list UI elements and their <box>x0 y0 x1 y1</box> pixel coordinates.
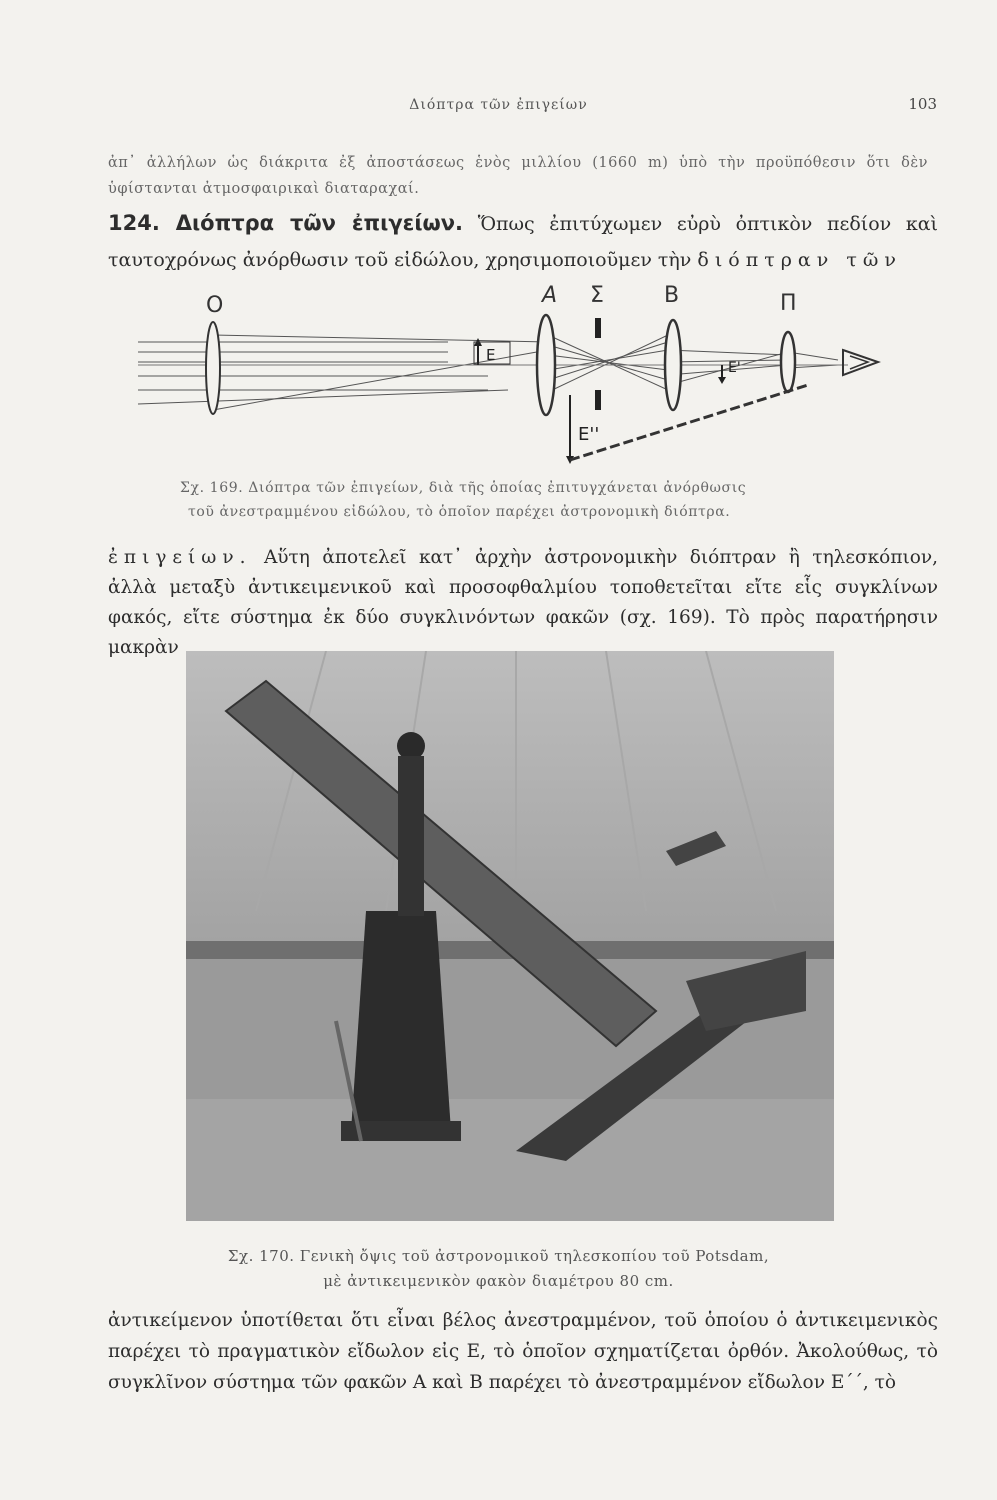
label-e1: E' <box>728 360 741 376</box>
paragraph-3 <box>108 1305 938 1398</box>
label-b: B <box>664 283 680 308</box>
label-e2: E'' <box>578 424 600 445</box>
ray <box>213 335 548 342</box>
label-pi: Π <box>780 291 797 316</box>
ray <box>213 350 548 410</box>
figure-170-caption <box>0 1244 997 1294</box>
ray <box>668 350 788 355</box>
potsdam-telescope-photo <box>186 651 834 1221</box>
paragraph-2 <box>108 543 938 663</box>
lens-a <box>537 315 555 415</box>
paragraph-2-spaced-word: ἐπιγείων. <box>108 547 252 568</box>
terrestrial-telescope-diagram <box>108 280 908 480</box>
photo-illustration <box>186 651 834 1221</box>
page-number: 103 <box>908 95 937 113</box>
figure-170-caption-line1: Σχ. 170. Γενικὴ ὄψις τοῦ ἀστρονομικοῦ τηλεσκοπίου τοῦ Potsdam, <box>227 1247 770 1265</box>
label-a: A <box>542 283 558 308</box>
section-text: Ὅπως ἐπιτύχωμεν εὐρὺ ὀπτικὸν πεδίον καὶ ταυτοχρόνως ἀνόρθωσιν τοῦ εἰδώλου, χρησιμοποιοῦμεν τὴν <box>108 213 938 271</box>
paragraph-3-text: ἀντικείμενον ὑποτίθεται ὅτι εἶναι βέλος ἀνεστραμμένον, τοῦ ὁποίου ὁ ἀντικειμενικὸς παρέχει τὸ πραγματικὸν εἴδωλον εἰς Ε, τὸ ὁποῖον σχηματίζεται ὀρθόν. Ἀκολούθως, τὸ συγκλῖνον σύστημα τῶν φακῶν Α καὶ Β παρέχει τὸ ἀνεστραμμένον εἴδωλον Ε΄΄, τὸ <box>108 1310 938 1393</box>
image-e1-arrowhead <box>718 377 726 384</box>
intro-paragraph <box>108 150 928 202</box>
running-head: Διόπτρα τῶν ἐπιγείων <box>409 97 588 113</box>
figure-169-caption-line1: Σχ. 169. Διόπτρα τῶν ἐπιγείων, διὰ τῆς ὁποίας ἐπιτυγχάνεται ἀνόρθωσις <box>180 480 747 496</box>
lens-b <box>665 320 681 410</box>
eyepiece-lens <box>781 332 795 392</box>
paragraph-2-body: Αὕτη ἀποτελεῖ κατ᾽ ἀρχὴν ἀστρονομικὴν διόπτραν ἢ τηλεσκόπιον, ἀλλὰ μεταξὺ ἀντικειμενικοῦ καὶ προσοφθαλμίου τοποθετεῖται εἴτε εἷς συγκλίνων φακός, εἴτε σύστημα ἐκ δύο συγκλινόντων φακῶν (σχ. 169). Τὸ πρὸς παρατήρησιν μακρὰν <box>108 547 938 658</box>
telescope-pier <box>351 911 451 1131</box>
section-spaced-text: διόπτραν τῶν <box>697 249 902 271</box>
intro-text: ἀπ᾽ ἀλλήλων ὡς διάκριτα ἐξ ἀποστάσεως ἑνὸς μιλλίου (1660 m) ὑπὸ τὴν προϋπόθεσιν ὅτι δὲν ὑφίστανται ἀτμοσφαιρικαὶ διαταραχαί. <box>108 155 928 197</box>
figure-169-caption <box>180 476 850 524</box>
section-heading: 124. Διόπτρα τῶν ἐπιγείων. <box>108 211 464 235</box>
eye-icon <box>843 350 878 375</box>
ray <box>138 390 508 404</box>
declination-axis <box>398 756 424 916</box>
section-124 <box>108 205 938 278</box>
ray <box>548 350 668 370</box>
observatory-floor <box>186 1099 834 1221</box>
ray <box>548 355 668 370</box>
virtual-image-line <box>570 385 808 460</box>
figure-169-caption-line2: τοῦ ἀνεστραμμένου εἰδώλου, τὸ ὁποῖον παρέχει ἀστρονομικὴ διόπτρα. <box>188 504 731 520</box>
label-o: O <box>206 293 224 318</box>
label-sigma: Σ <box>590 283 604 308</box>
paragraph-2-text <box>108 543 938 663</box>
label-e: E <box>486 346 496 364</box>
mount-head <box>397 732 425 760</box>
objective-lens <box>206 322 220 414</box>
figure-170-caption-line2: μὲ ἀντικειμενικὸν φακὸν διαμέτρου 80 cm. <box>323 1272 674 1290</box>
